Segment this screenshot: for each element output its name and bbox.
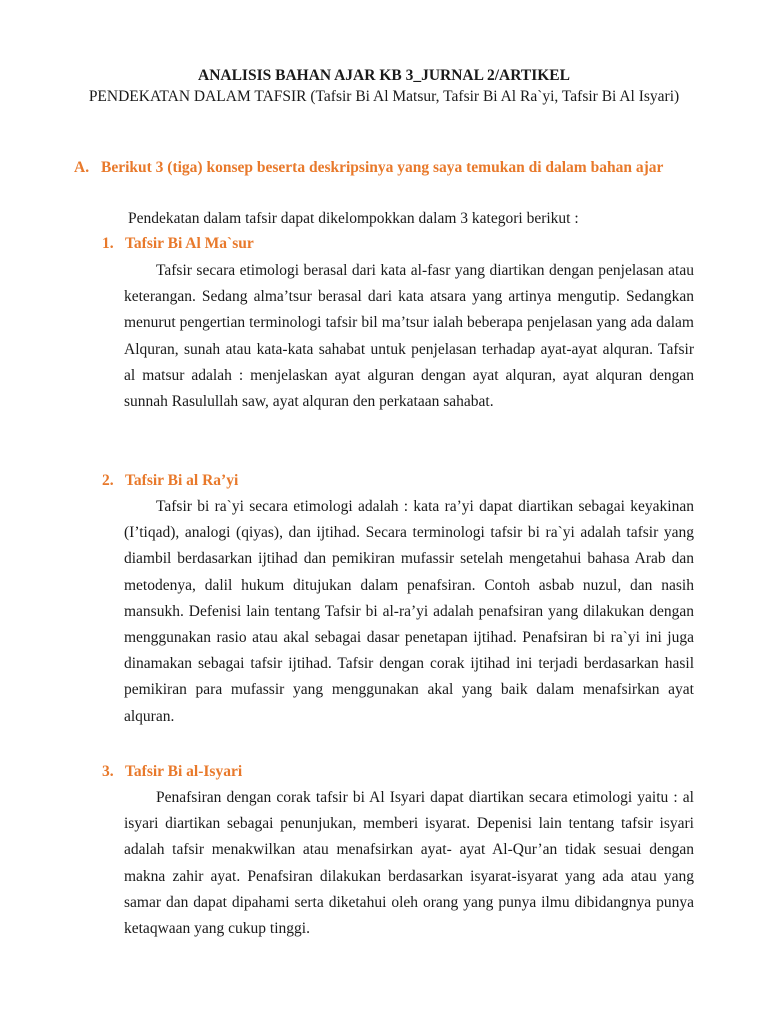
item-2-heading-text: Tafsir Bi al Ra’yi [125,472,239,489]
item-1-body: Tafsir secara etimologi berasal dari kata al-fasr yang diartikan dengan penjelasan atau keterangan. Sedang alma’tsur berasal dari kata atsara yang artinya mengutip. Sedangkan menurut pengertian terminologi tafsir bil ma’tsur ialah beberapa penjelasan yang ada dalam Alquran, sunah atau kata-kata sahabat untuk penjelasan terhadap ayat-ayat alquran. Tafsir al matsur adalah : menjelaskan ayat alguran dengan ayat alquran, ayat alquran dengan sunnah Rasulullah saw, ayat alquran den perkataan sahabat. [124,262,694,411]
section-a-text: Berikut 3 (tiga) konsep beserta deskripsinya yang saya temukan di dalam bahan ajar [101,159,664,176]
item-2-heading [102,470,682,492]
item-3-heading-text: Tafsir Bi al-Isyari [125,763,243,780]
item-1-heading-text: Tafsir Bi Al Ma`sur [125,235,254,252]
intro-paragraph: Pendekatan dalam tafsir dapat dikelompokkan dalam 3 kategori berikut : [128,210,579,227]
section-a-marker: A. [74,159,90,176]
item-3-heading [102,761,682,783]
item-2-body: Tafsir bi ra`yi secara etimologi adalah : kata ra’yi dapat diartikan sebagai keyakinan (I’tiqad), analogi (qiyas), dan ijtihad. Secara terminologi tafsir bi ra`yi adalah tafsir yang diambil berdasarkan ijtihad dan pemikiran mufassir setelah mengetahui bahasa Arab dan metodenya, dalil hukum ditujukan dalam penafsiran. Contoh asbab nuzul, dan nasih mansukh. Defenisi lain tentang Tafsir bi al-ra’yi adalah penafsiran yang dilakukan dengan menggunakan rasio atau akal sebagai dasar penetapan ijtihad. Penafsiran bi ra`yi ini juga dinamakan sebagai tafsir ijtihad. Tafsir dengan corak ijtihad ini terjadi berdasarkan hasil pemikiran para mufassir yang menggunakan akal yang baik dalam menafsirkan ayat alquran. [124,498,694,725]
item-1-number: 1. [102,235,114,252]
item-2-number: 2. [102,472,114,489]
document-subtitle: PENDEKATAN DALAM TAFSIR (Tafsir Bi Al Matsur, Tafsir Bi Al Ra`yi, Tafsir Bi Al Isyari) [88,88,680,105]
item-3-body: Penafsiran dengan corak tafsir bi Al Isyari dapat diartikan secara etimologi yaitu : al isyari diartikan sebagai penunjukan, memberi isyarat. Depenisi lain tentang tafsir isyari adalah tafsir menakwilkan atau menafsirkan ayat- ayat Al-Qur’an tidak sesuai dengan makna zahir ayat. Penafsiran dilakukan berdasarkan isyarat-isyarat yang ada atau yang samar dan dapat dipahami serta diketahui oleh orang yang punya ilmu dibidangnya punya ketaqwaan yang cukup tinggi. [124,789,694,938]
item-1-heading [102,233,682,255]
section-a-heading [74,155,694,181]
item-3-number: 3. [102,763,114,780]
document-title: ANALISIS BAHAN AJAR KB 3_JURNAL 2/ARTIKEL [198,67,570,84]
